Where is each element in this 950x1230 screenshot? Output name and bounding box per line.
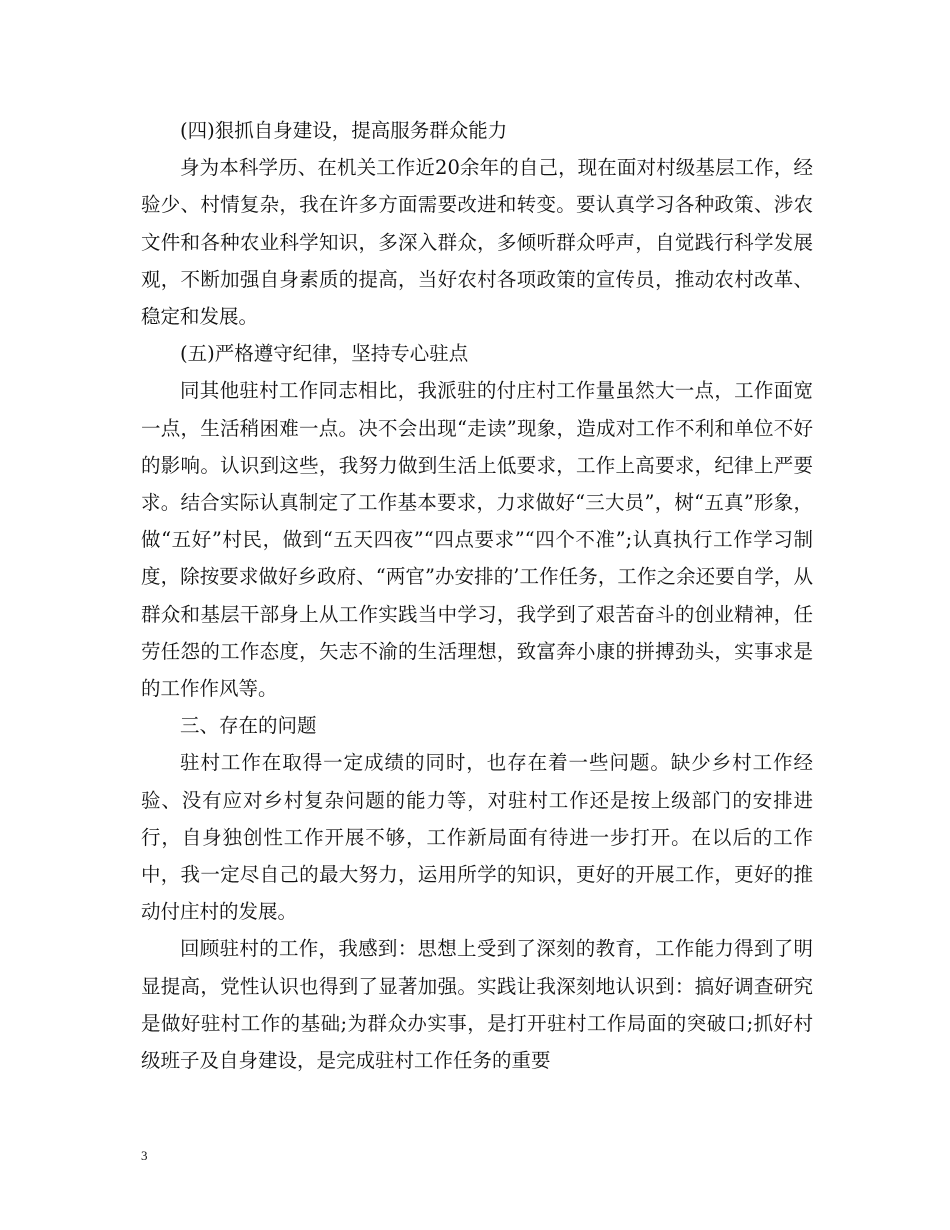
- paragraph-self-building: 身为本科学历、在机关工作近20余年的自己，现在面对村级基层工作，经验少、村情复杂，我在许多方面需要改进和转变。要认真学习各种政策、涉农文件和各种农业科学知识，多深入群众，多倾听群众呼声，自觉践行科学发展观，不断加强自身素质的提高，当好农村各项政策的宣传员，推动农村改革、稳定和发展。: [141, 156, 813, 329]
- paragraph-discipline: 同其他驻村工作同志相比，我派驻的付庄村工作量虽然大一点，工作面宽一点，生活稍困难一点。决不会出现“走读”现象，造成对工作不利和单位不好的影响。认识到这些，我努力做到生活上低要求，工作上高要求，纪律上严要求。结合实际认真制定了工作基本要求，力求做好“三大员”，树“五真”形象，做“五好”村民，做到“五天四夜”“四点要求”“四个不准”;认真执行工作学习制度，除按要求做好乡政府、“两官”办安排的’工作任务，工作之余还要自学，从群众和基层干部身上从工作实践当中学习，我学到了艰苦奋斗的创业精神，任劳任怨的工作态度，矢志不渝的生活理想，致富奔小康的拼搏劲头，实事求是的工作作风等。: [141, 379, 813, 701]
- section-heading-4: (四)狠抓自身建设，提高服务群众能力: [180, 119, 508, 142]
- paragraph-review: 回顾驻村的工作，我感到：思想上受到了深刻的教育，工作能力得到了明显提高，党性认识也得到了显著加强。实践让我深刻地认识到：搞好调查研究是做好驻村工作的基础;为群众办实事，是打开驻村工作局面的突破口;抓好村级班子及自身建设，是完成驻村工作任务的重要: [141, 937, 813, 1073]
- section-heading-problems: 三、存在的问题: [180, 714, 317, 738]
- page-number: 3: [141, 1148, 148, 1163]
- document-body: [141, 112, 813, 1079]
- paragraph-problems: 驻村工作在取得一定成绩的同时，也存在着一些问题。缺少乡村工作经验、没有应对乡村复杂问题的能力等，对驻村工作还是按上级部门的安排进行，自身独创性工作开展不够，工作新局面有待进一步打开。在以后的工作中，我一定尽自己的最大努力，运用所学的知识，更好的开展工作，更好的推动付庄村的发展。: [141, 751, 813, 924]
- section-heading-5: (五)严格遵守纪律，坚持专心驻点: [180, 342, 469, 366]
